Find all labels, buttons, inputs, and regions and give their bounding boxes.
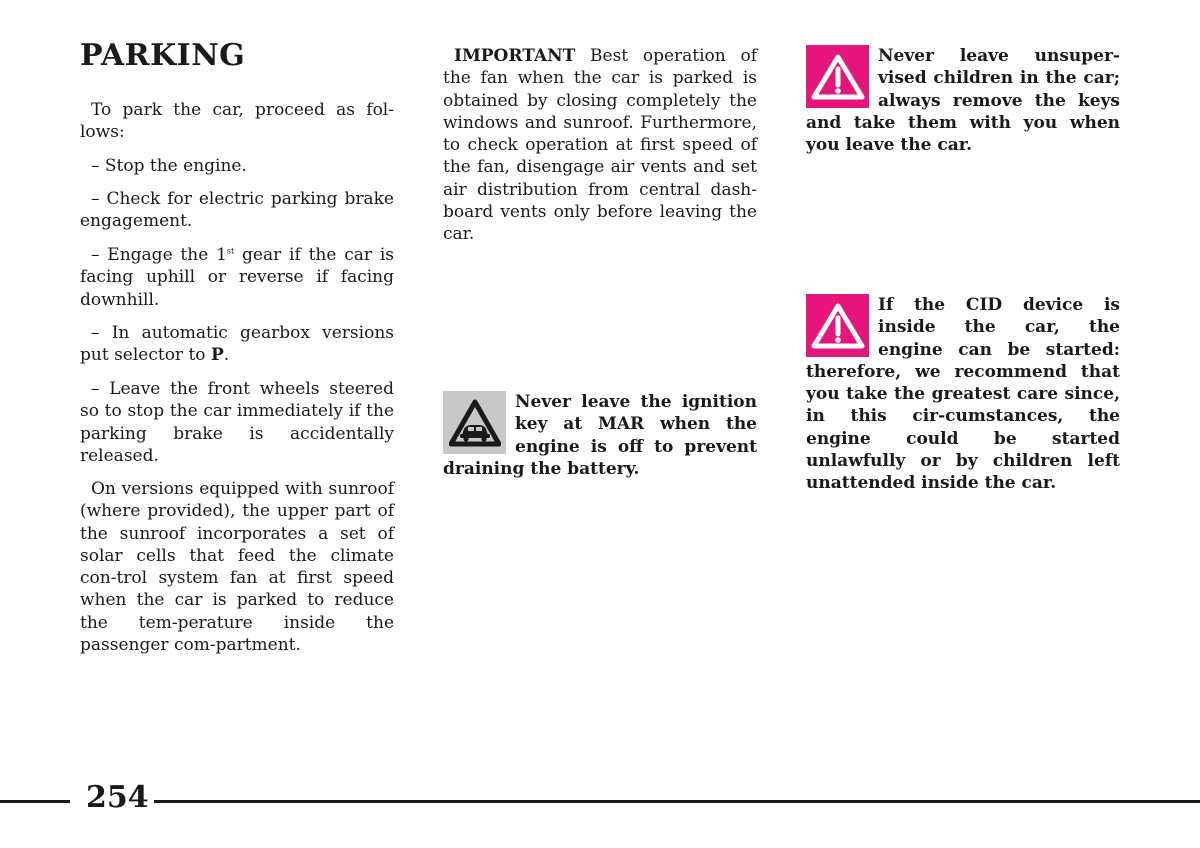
- step-automatic-gearbox-end: .: [223, 345, 230, 366]
- battery-warning-text: Never leave the ignition key at MAR when the engine is off to prevent draining the battery.: [443, 392, 757, 479]
- warning-triangle-icon: [806, 294, 869, 357]
- step-automatic-gearbox-text: – In automatic gearbox versions put selector to: [80, 323, 394, 366]
- step-engage-gear-text-rest: gear if the car is facing uphill or reverse if facing downhill.: [80, 245, 394, 310]
- page-number: 254: [86, 780, 149, 815]
- important-text: Best operation of the fan when the car is parked is obtained by closing completely the windows and sunroof. Furthermore, to check operation at first speed of the fan, disengage air vents and set air distribution from central dash-board vents only before leaving the car.: [443, 46, 757, 245]
- page-title: PARKING: [80, 38, 246, 73]
- footer-rule-right: [154, 800, 1200, 803]
- ordinal-suffix: st: [226, 246, 235, 256]
- important-label: IMPORTANT: [454, 46, 576, 66]
- step-front-wheels: – Leave the front wheels steered so to stop the car immediately if the parking brake is accidentally released.: [80, 379, 394, 466]
- cid-warning-text: If the CID device is inside the car, the engine can be started: therefore, we recommend that you take the greatest care since, in this cir-cumstances, the engine could be started unlawfully or by children left unattended inside the car.: [806, 295, 1120, 494]
- children-warning-block: [806, 45, 1120, 156]
- cid-warning-block: [806, 294, 1120, 495]
- footer-rule-left: [0, 800, 70, 803]
- warning-triangle-icon: [806, 45, 869, 108]
- step-engage-gear-text: – Engage the 1: [91, 245, 227, 265]
- children-warning-text: Never leave unsuper-vised children in the car; always remove the keys and take them with you when you leave the car.: [806, 46, 1120, 156]
- car-battery-warning-icon: [443, 391, 506, 454]
- intro-paragraph: To park the car, proceed as fol-lows:: [80, 100, 394, 143]
- step-engage-gear: [80, 244, 394, 311]
- sunroof-paragraph: On versions equipped with sunroof (where provided), the upper part of the sunroof incorporates a set of solar cells that feed the climate con-trol system fan at first speed when the car is parked to reduce the tem-perature inside the passenger com-partment.: [80, 479, 394, 656]
- step-automatic-gearbox: [80, 322, 394, 367]
- important-note: [443, 45, 757, 246]
- battery-warning-block: [443, 391, 757, 480]
- step-parking-brake: – Check for electric parking brake engagement.: [80, 189, 394, 232]
- selector-position: P: [210, 345, 224, 366]
- step-stop-engine: – Stop the engine.: [91, 156, 247, 176]
